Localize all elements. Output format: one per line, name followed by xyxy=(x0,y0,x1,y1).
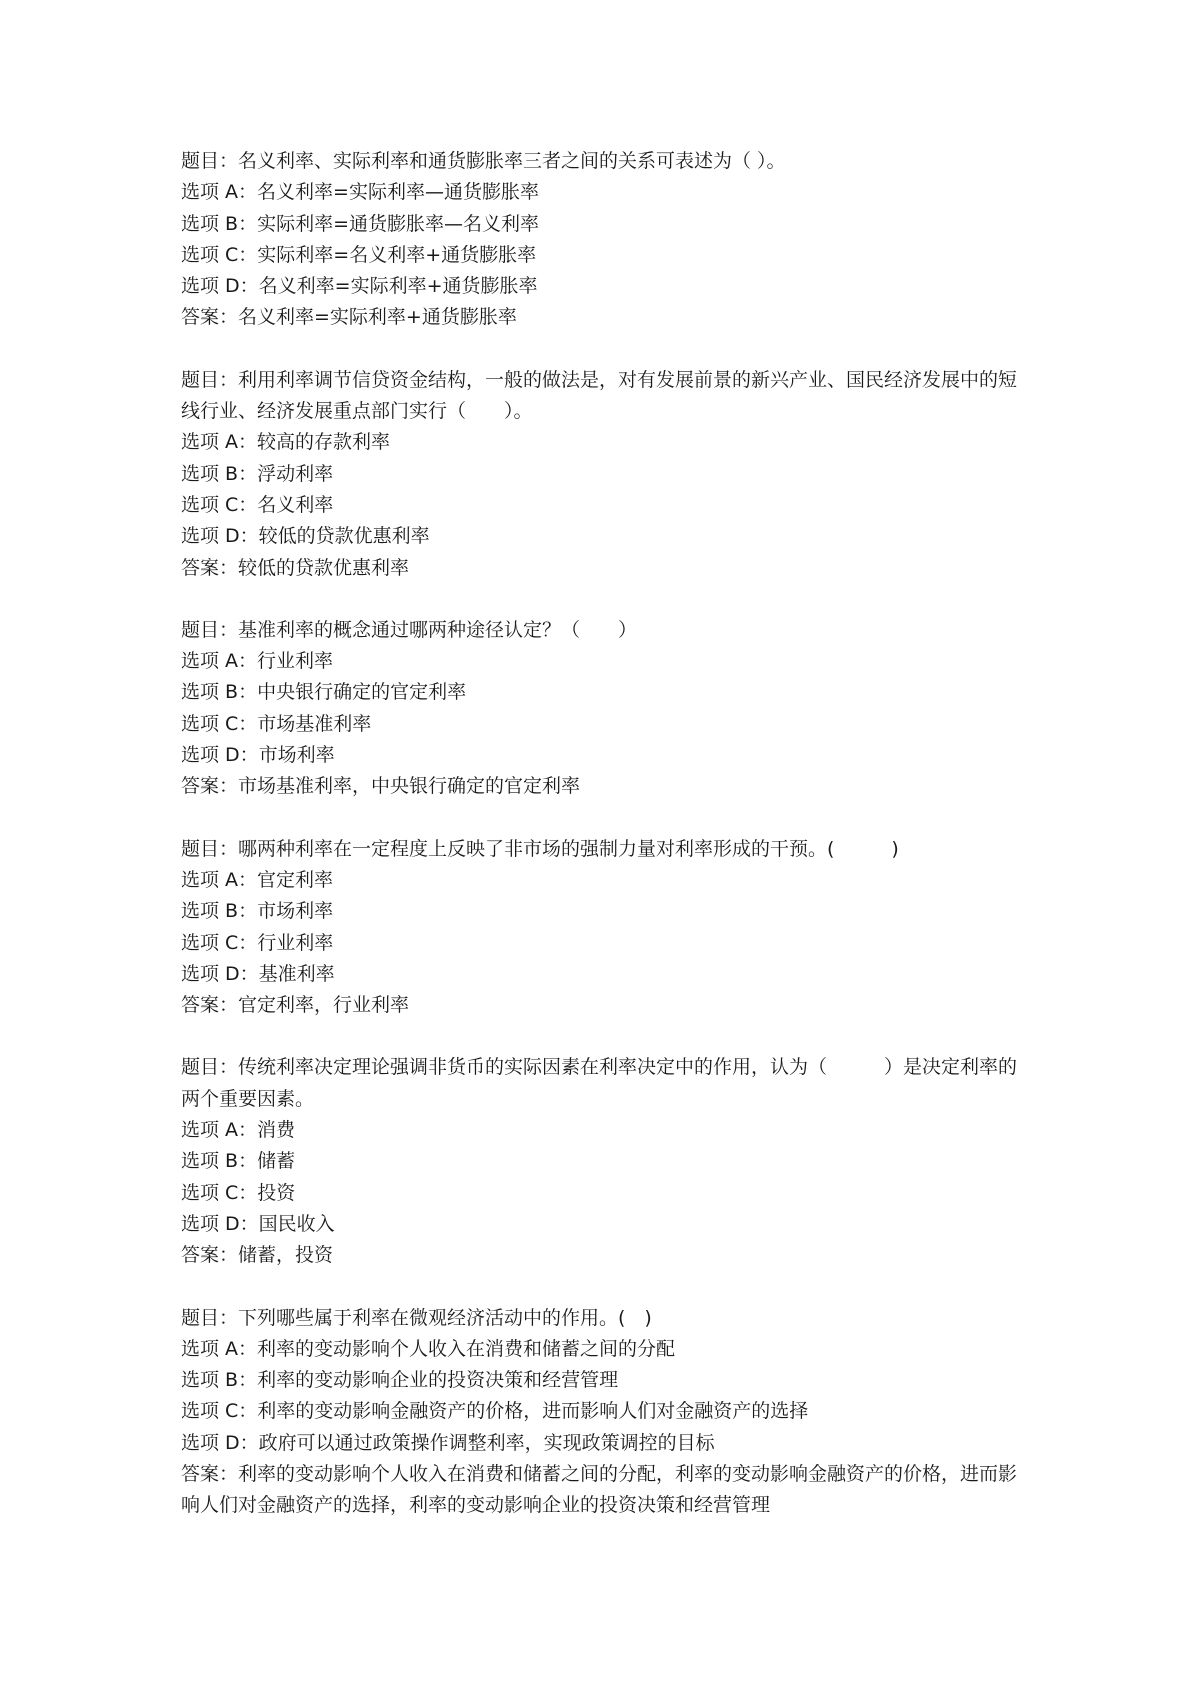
answer: 答案：市场基准利率，中央银行确定的官定利率 xyxy=(181,775,581,798)
question-block-2 xyxy=(181,365,1021,584)
question-title: 题目：基准利率的概念通过哪两种途径认定？（ ） xyxy=(181,618,638,641)
document-page xyxy=(181,146,1021,1553)
question-title: 题目：哪两种利率在一定程度上反映了非市场的强制力量对利率形成的干预。( ) xyxy=(181,837,899,860)
answer: 答案：较低的贷款优惠利率 xyxy=(181,556,410,579)
option-d: 选项 D：市场利率 xyxy=(181,744,335,767)
question-block-5 xyxy=(181,1052,1021,1271)
question-title: 题目：传统利率决定理论强调非货币的实际因素在利率决定中的作用，认为（ ）是决定利率的两个重要因素。 xyxy=(181,1056,1018,1110)
option-a: 选项 A：利率的变动影响个人收入在消费和储蓄之间的分配 xyxy=(181,1337,676,1360)
answer: 答案：储蓄，投资 xyxy=(181,1244,334,1267)
option-c: 选项 C：行业利率 xyxy=(181,931,334,954)
answer: 答案：名义利率=实际利率+通货膨胀率 xyxy=(181,306,517,329)
option-a: 选项 A：较高的存款利率 xyxy=(181,431,391,454)
option-a: 选项 A：官定利率 xyxy=(181,868,334,891)
option-b: 选项 B：浮动利率 xyxy=(181,462,334,485)
option-d: 选项 D：名义利率=实际利率+通货膨胀率 xyxy=(181,275,538,298)
option-a: 选项 A：名义利率=实际利率—通货膨胀率 xyxy=(181,181,539,204)
question-title: 题目：名义利率、实际利率和通货膨胀率三者之间的关系可表述为（ ）。 xyxy=(181,150,786,172)
option-d: 选项 D：政府可以通过政策操作调整利率，实现政策调控的目标 xyxy=(181,1431,715,1454)
option-c: 选项 C：投资 xyxy=(181,1181,296,1204)
option-d: 选项 D：基准利率 xyxy=(181,962,335,985)
question-title: 题目：利用利率调节信贷资金结构，一般的做法是，对有发展前景的新兴产业、国民经济发展中的短线行业、经济发展重点部门实行（ ）。 xyxy=(181,368,1018,423)
question-block-1 xyxy=(181,146,1021,334)
option-d: 选项 D：较低的贷款优惠利率 xyxy=(181,525,430,548)
option-c: 选项 C：市场基准利率 xyxy=(181,712,372,735)
question-block-6 xyxy=(181,1303,1021,1522)
answer: 答案：利率的变动影响个人收入在消费和储蓄之间的分配，利率的变动影响金融资产的价格，进而影响人们对金融资产的选择，利率的变动影响企业的投资决策和经营管理 xyxy=(181,1462,1018,1517)
option-d: 选项 D：国民收入 xyxy=(181,1212,335,1235)
question-title: 题目：下列哪些属于利率在微观经济活动中的作用。( ) xyxy=(181,1306,652,1329)
option-c: 选项 C：实际利率=名义利率+通货膨胀率 xyxy=(181,243,537,266)
option-b: 选项 B：利率的变动影响企业的投资决策和经营管理 xyxy=(181,1369,619,1392)
question-block-4 xyxy=(181,834,1021,1022)
option-a: 选项 A：消费 xyxy=(181,1119,296,1142)
option-b: 选项 B：实际利率=通货膨胀率—名义利率 xyxy=(181,212,539,235)
question-block-3 xyxy=(181,615,1021,803)
option-b: 选项 B：储蓄 xyxy=(181,1150,296,1173)
option-a: 选项 A：行业利率 xyxy=(181,650,334,673)
option-c: 选项 C：名义利率 xyxy=(181,493,334,516)
option-b: 选项 B：中央银行确定的官定利率 xyxy=(181,681,467,704)
answer: 答案：官定利率，行业利率 xyxy=(181,994,410,1017)
option-b: 选项 B：市场利率 xyxy=(181,900,334,923)
option-c: 选项 C：利率的变动影响金融资产的价格，进而影响人们对金融资产的选择 xyxy=(181,1400,809,1423)
